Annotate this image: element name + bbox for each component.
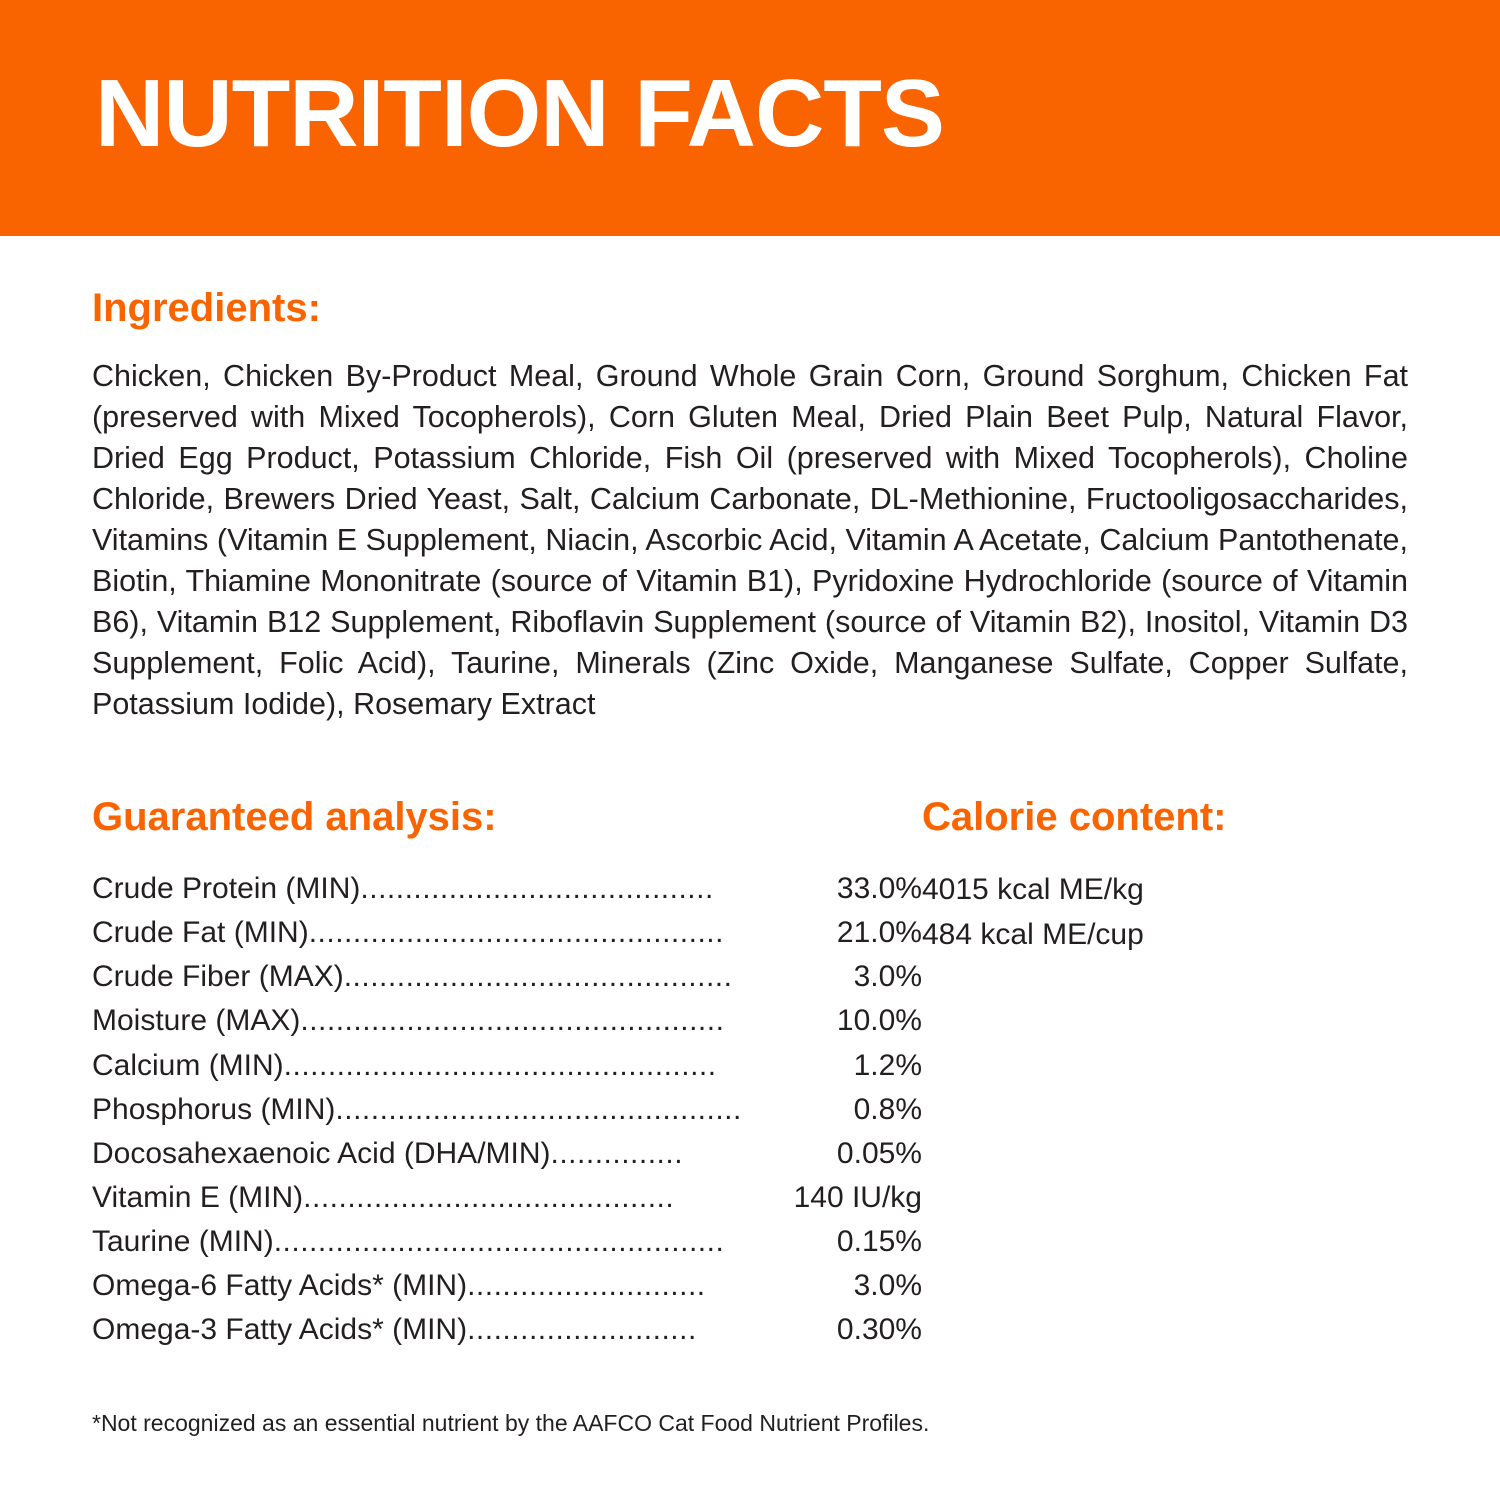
- nutrient-label: Phosphorus (MIN): [92, 1092, 336, 1126]
- page-title: NUTRITION FACTS: [95, 60, 944, 167]
- calorie-content-column: [922, 797, 1408, 1352]
- calorie-content-heading: Calorie content:: [922, 795, 1227, 840]
- nutrient-label: Crude Fiber (MAX): [92, 960, 344, 994]
- content-area: [0, 236, 1500, 1437]
- nutrient-label: Vitamin E (MIN): [92, 1180, 304, 1214]
- footnote: *Not recognized as an essential nutrient by the AAFCO Cat Food Nutrient Profiles.: [92, 1410, 930, 1437]
- table-row: [92, 1264, 922, 1308]
- nutrient-value: 3.0%: [853, 1268, 922, 1302]
- ingredients-text: Chicken, Chicken By-Product Meal, Ground Whole Grain Corn, Ground Sorghum, Chicken Fat (preserved with Mixed Tocopherols), Corn Gluten Meal, Dried Plain Beet Pulp, Natural Flavor, Dried Egg Product, Potassium Chloride, Fish Oil (preserved with Mixed Tocopherols), Choline Chloride, Brewers Dried Yeast, Salt, Calcium Carbonate, DL-Methionine, Fructooligosaccharides, Vitamins (Vitamin E Supplement, Niacin, Ascorbic Acid, Vitamin A Acetate, Calcium Pantothenate, Biotin, Thiamine Mononitrate (source of Vitamin B1), Pyridoxine Hydrochloride (source of Vitamin B6), Vitamin B12 Supplement, Riboflavin Supplement (source of Vitamin B2), Inositol, Vitamin D3 Supplement, Folic Acid), Taurine, Minerals (Zinc Oxide, Manganese Sulfate, Copper Sulfate, Potassium Iodide), Rosemary Extract: [92, 359, 1408, 722]
- ingredients-heading: Ingredients:: [92, 286, 321, 330]
- nutrient-label: Moisture (MAX): [92, 1004, 301, 1038]
- nutrient-value: 140 IU/kg: [793, 1180, 922, 1214]
- nutrient-label: Docosahexaenoic Acid (DHA/MIN): [92, 1136, 551, 1170]
- lower-columns: [92, 797, 1408, 1352]
- nutrient-value: 33.0%: [836, 872, 922, 906]
- table-row: [92, 1176, 922, 1220]
- leader-dots: .................................................: [283, 1048, 717, 1082]
- table-row: [92, 1220, 922, 1264]
- leader-dots: ........................................: [360, 872, 714, 906]
- table-row: [92, 867, 922, 911]
- guaranteed-analysis-column: [92, 797, 922, 1352]
- table-row: [92, 911, 922, 955]
- nutrient-label: Omega-3 Fatty Acids* (MIN): [92, 1313, 468, 1347]
- leader-dots: ...........................: [467, 1268, 706, 1302]
- table-row: [92, 999, 922, 1043]
- table-row: [92, 955, 922, 999]
- list-item: 484 kcal ME/cup: [922, 918, 1144, 952]
- nutrient-value: 0.8%: [853, 1092, 922, 1126]
- guaranteed-analysis-list: [92, 867, 922, 1352]
- table-row: [92, 1308, 922, 1352]
- nutrient-label: Calcium (MIN): [92, 1048, 284, 1082]
- leader-dots: ..........................: [467, 1313, 697, 1347]
- guaranteed-analysis-heading: Guaranteed analysis:: [92, 795, 497, 840]
- nutrient-value: 0.15%: [836, 1224, 922, 1258]
- leader-dots: ................................................: [300, 1004, 725, 1038]
- nutrient-label: Crude Fat (MIN): [92, 916, 309, 950]
- leader-dots: ...............................................: [308, 916, 724, 950]
- leader-dots: ...............: [550, 1136, 684, 1170]
- leader-dots: ..............................................: [335, 1092, 742, 1126]
- table-row: [92, 1088, 922, 1132]
- nutrient-label: Crude Protein (MIN): [92, 872, 361, 906]
- header-band: [0, 0, 1500, 236]
- leader-dots: ...................................................: [273, 1224, 725, 1258]
- list-item: 4015 kcal ME/kg: [922, 873, 1144, 907]
- leader-dots: ..........................................: [303, 1180, 675, 1214]
- nutrient-value: 3.0%: [853, 960, 922, 994]
- table-row: [92, 1132, 922, 1176]
- nutrient-value: 21.0%: [836, 916, 922, 950]
- leader-dots: ............................................: [343, 960, 733, 994]
- nutrient-label: Omega-6 Fatty Acids* (MIN): [92, 1268, 468, 1302]
- nutrient-value: 0.30%: [836, 1313, 922, 1347]
- nutrient-label: Taurine (MIN): [92, 1224, 274, 1258]
- calorie-content-list: [922, 867, 1408, 957]
- nutrient-value: 0.05%: [836, 1136, 922, 1170]
- table-row: [92, 1044, 922, 1088]
- nutrient-value: 1.2%: [853, 1048, 922, 1082]
- nutrient-value: 10.0%: [836, 1004, 922, 1038]
